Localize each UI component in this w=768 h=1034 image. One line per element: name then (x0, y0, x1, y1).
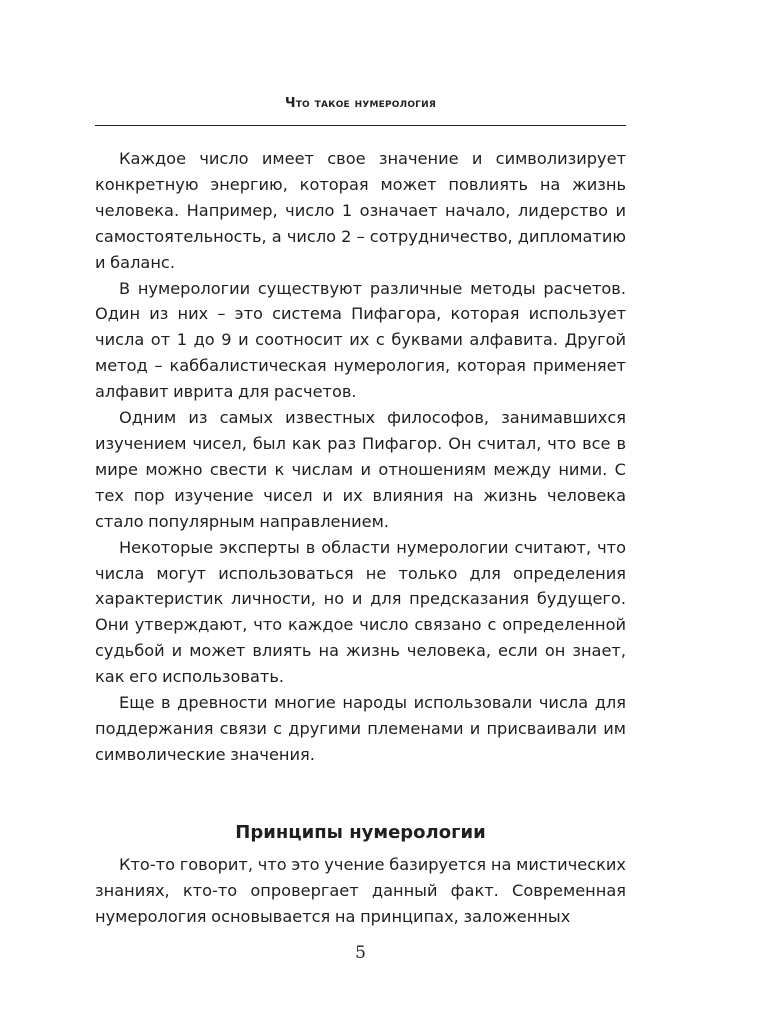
running-head: Что такое нумерология (285, 96, 436, 111)
body-text (95, 146, 626, 768)
paragraph: В нумерологии существуют различные методы расчетов. Один из них – это система Пифагора, которая использует числа от 1 до 9 и соотносит их с буквами алфавита. Другой метод – каббалистическая нумерология, которая применяет алфавит иврита для расчетов. (95, 278, 626, 402)
paragraph: Кто-то говорит, что это учение базируется на мистических знаниях, кто-то опровергает данный факт. Современная нумерология основывается на принципах, заложенных (95, 855, 626, 926)
page-number: 5 (355, 943, 366, 963)
section-body-text (95, 852, 626, 930)
header-rule (95, 125, 626, 126)
paragraph: Некоторые эксперты в области нумерологии считают, что числа могут использоваться не только для определения характеристик личности, но и для предсказания будущего. Они утверждают, что каждое число связано с определенной судьбой и может влиять на жизнь человека, если он знает, как его использовать. (95, 537, 626, 687)
section-heading: Принципы нумерологии (235, 822, 486, 843)
paragraph: Одним из самых известных философов, занимавшихся изучением чисел, был как раз Пифагор. Он считал, что все в мире можно свести к числам и отношениям между ними. С тех пор изучение чисел и их влияния на жизнь человека стало популярным направлением. (95, 408, 626, 531)
paragraph: Каждое число имеет свое значение и символизирует конкретную энергию, которая может повлиять на жизнь человека. Например, число 1 означает начало, лидерство и самостоятельность, а число 2 – сотрудничество, дипломатию и баланс. (95, 149, 626, 272)
paragraph: Еще в древности многие народы использовали числа для поддержания связи с другими племенами и присваивали им символические значения. (95, 693, 626, 764)
